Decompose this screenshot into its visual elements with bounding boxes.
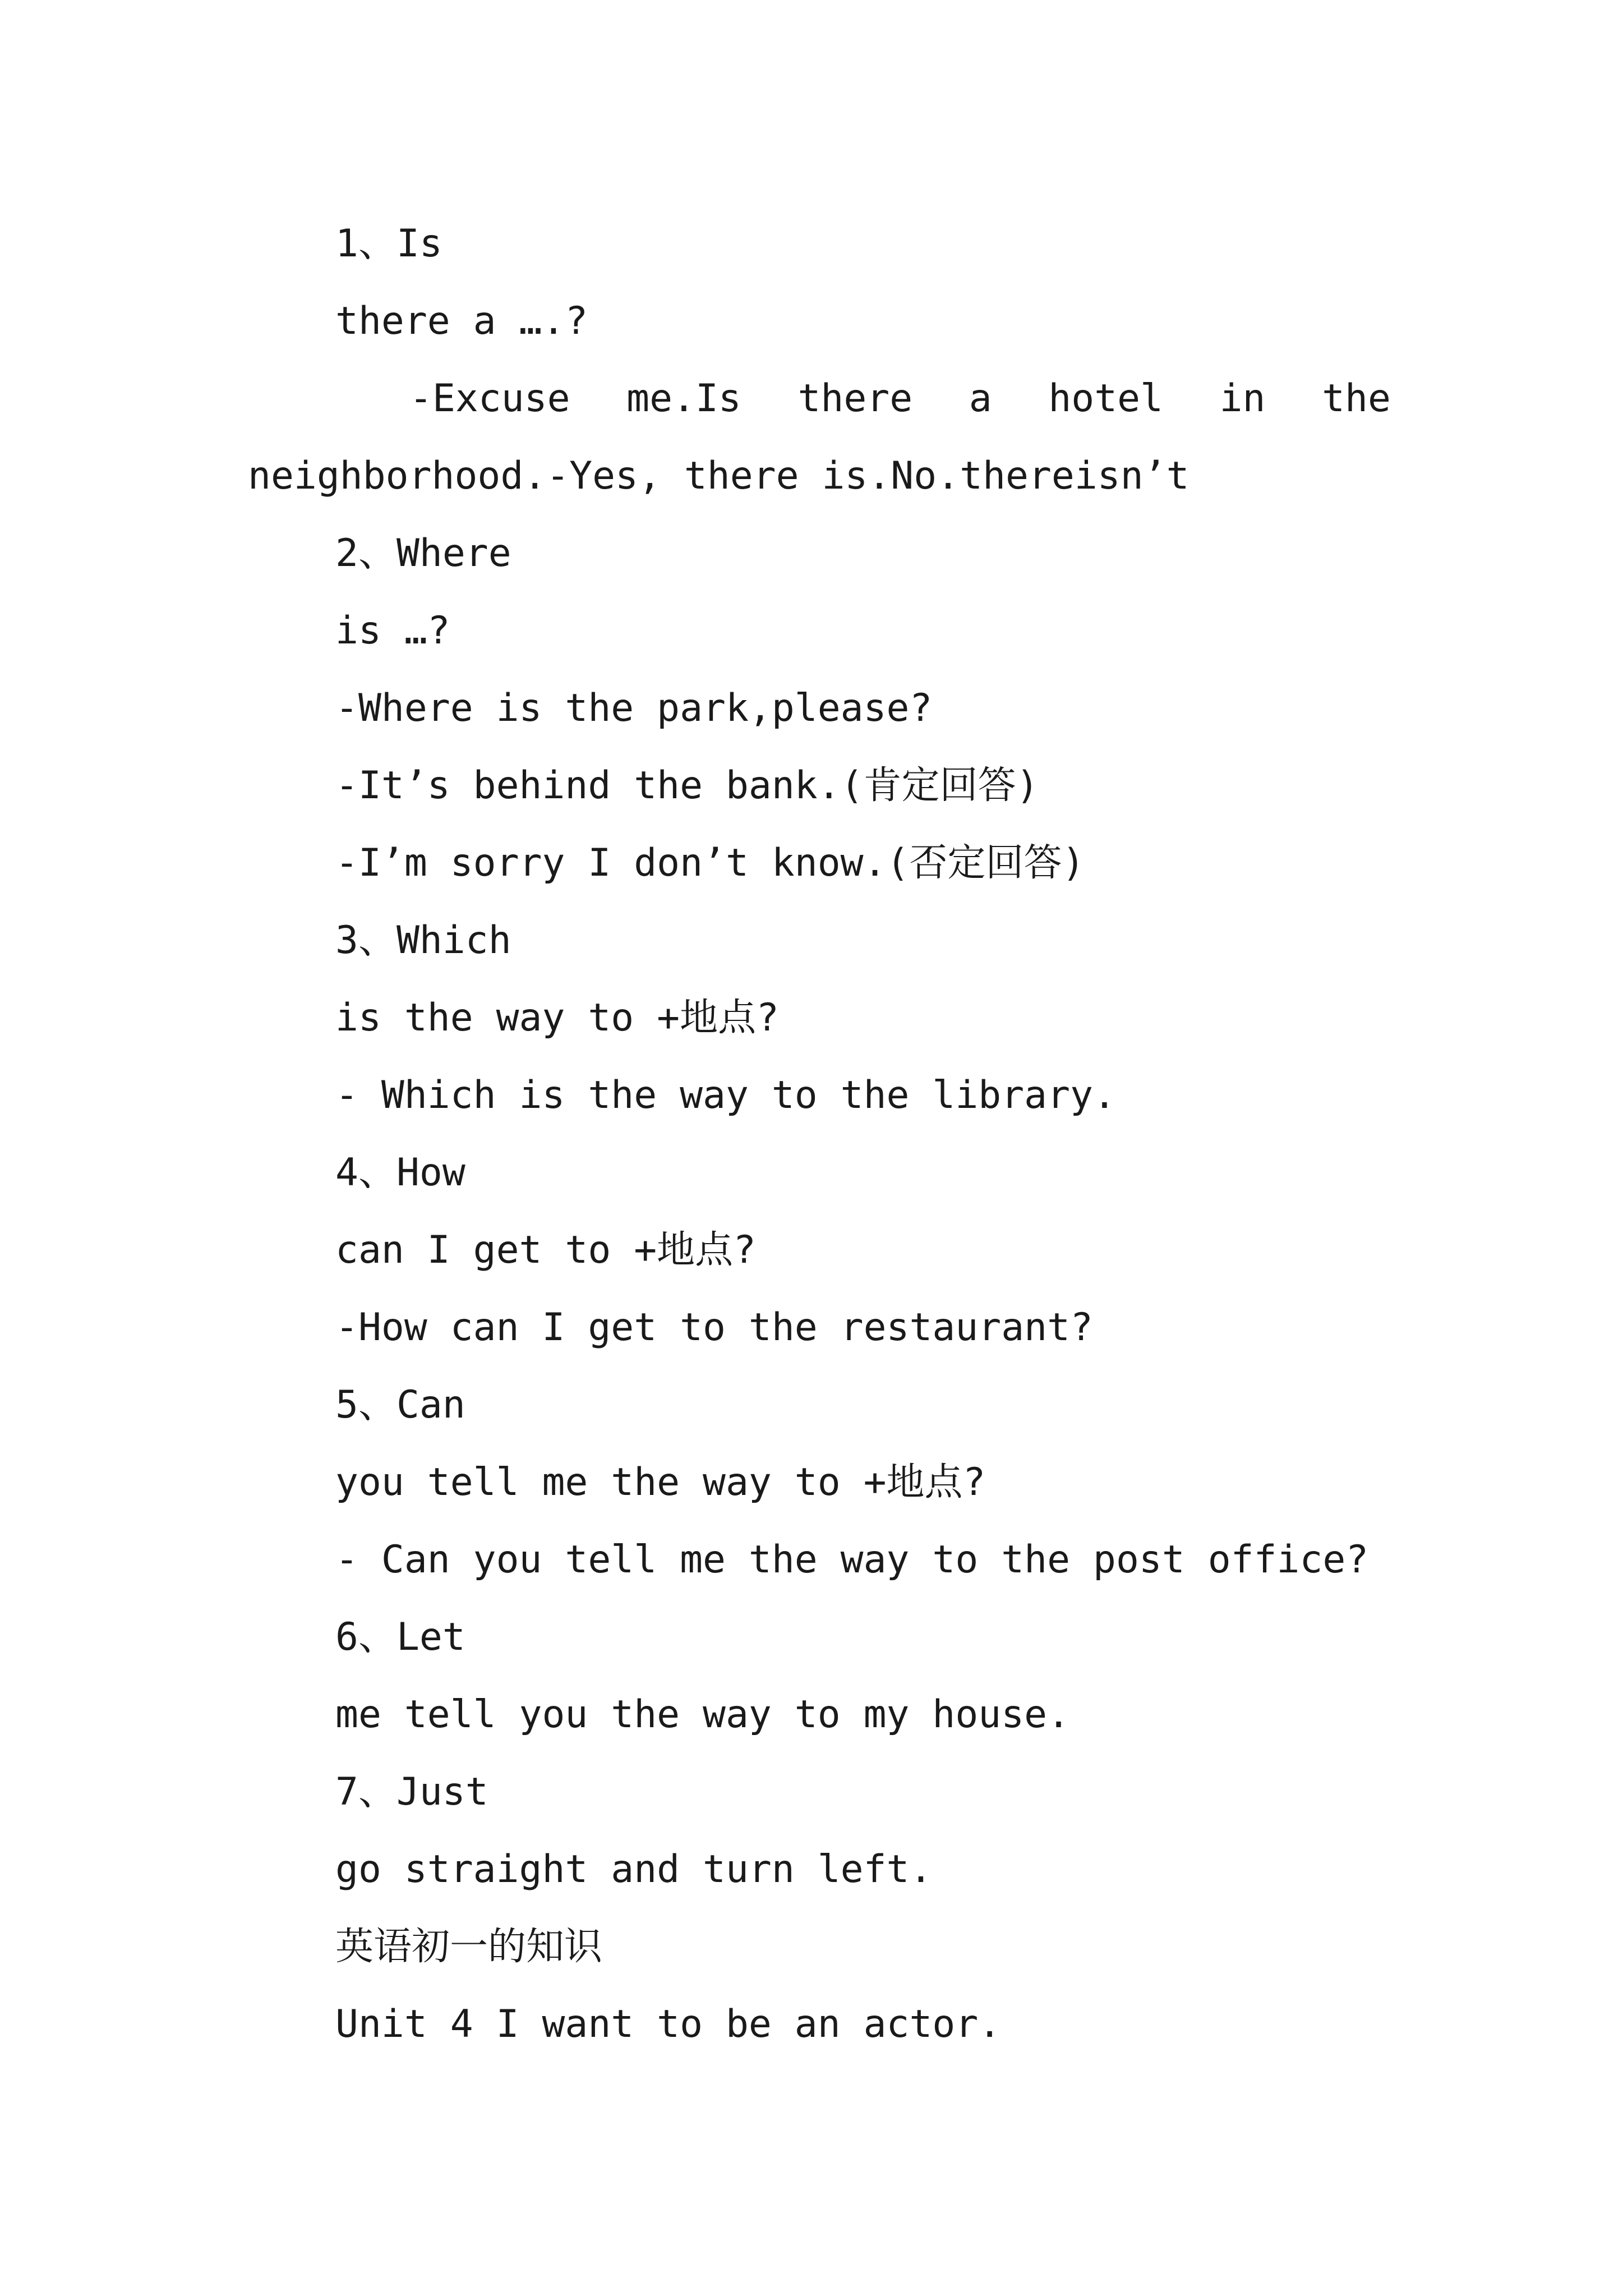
item-3-example: - Which is the way to the library. — [335, 1073, 1116, 1117]
item-2-example: -Where is the park,please? — [335, 686, 933, 730]
item-7-heading: 7、Just — [335, 1770, 488, 1814]
item-4-heading: 4、How — [335, 1151, 465, 1195]
example-word: a — [969, 376, 992, 421]
item-3-heading: 3、Which — [335, 918, 511, 963]
example-word: in — [1219, 376, 1266, 421]
item-4-pattern: can I get to +地点? — [335, 1228, 757, 1272]
item-1-example-continued: neighborhood.-Yes, there is.No.thereisn’t — [248, 454, 1189, 498]
example-word: me.Is — [626, 376, 741, 421]
item-1-example-line — [409, 368, 1391, 430]
item-2-heading: 2、Where — [335, 531, 511, 576]
item-5-pattern: you tell me the way to +地点? — [335, 1460, 986, 1504]
example-word: hotel — [1048, 376, 1164, 421]
unit-heading: Unit 4 I want to be an actor. — [335, 2002, 1002, 2046]
item-3-pattern: is the way to +地点? — [335, 996, 780, 1040]
item-4-example: -How can I get to the restaurant? — [335, 1305, 1094, 1350]
item-7-text: go straight and turn left. — [335, 1847, 933, 1892]
item-1-heading: 1、Is — [335, 222, 442, 266]
item-5-heading: 5、Can — [335, 1383, 465, 1427]
section-title: 英语初一的知识 — [335, 1925, 603, 1969]
item-6-heading: 6、Let — [335, 1615, 465, 1659]
item-6-text: me tell you the way to my house. — [335, 1692, 1071, 1737]
item-1-pattern: there a ….? — [335, 299, 588, 343]
item-5-example: - Can you tell me the way to the post office? — [335, 1538, 1369, 1582]
item-2-positive-answer: -It’s behind the bank.(肯定回答) — [335, 763, 1039, 808]
example-word: the — [1322, 376, 1391, 421]
item-2-negative-answer: -I’m sorry I don’t know.(否定回答) — [335, 841, 1085, 885]
item-2-pattern: is …? — [335, 609, 450, 653]
example-word: -Excuse — [409, 376, 570, 421]
example-word: there — [797, 376, 913, 421]
